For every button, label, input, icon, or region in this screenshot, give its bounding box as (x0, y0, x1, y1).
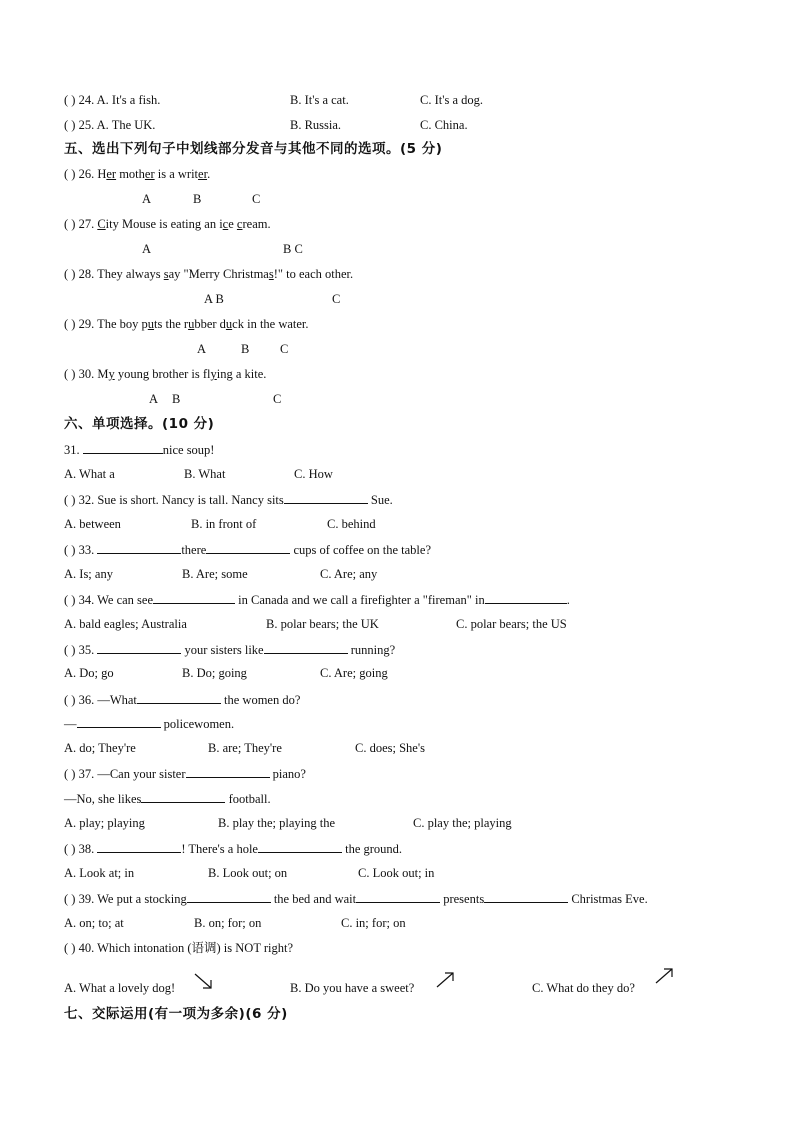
answer-blank[interactable] (485, 591, 567, 604)
question-number: 25. (78, 118, 95, 132)
answer-paren: ( ) (64, 267, 76, 281)
text: Sue. (367, 493, 393, 507)
question-34 (64, 591, 570, 608)
option-a: A. The UK. (96, 118, 156, 132)
question-number: 38. (78, 842, 95, 856)
underlined-c: er (198, 167, 208, 181)
question-number: 35. (78, 643, 95, 657)
label-a: A (149, 392, 159, 406)
text: nice soup! (162, 443, 215, 457)
underlined-a: y (108, 367, 115, 381)
underlined-a: u (147, 317, 155, 331)
text: young brother is fl (114, 367, 211, 381)
option-c: C. behind (327, 517, 376, 531)
option-c: C. What do they do? (532, 981, 635, 995)
answer-paren: ( ) (64, 118, 76, 132)
answer-paren: ( ) (64, 941, 76, 955)
text: — (64, 717, 77, 731)
answer-blank[interactable] (77, 715, 161, 728)
question-number: 31. (64, 443, 80, 457)
text: piano? (269, 767, 306, 781)
text: ts the r (154, 317, 189, 331)
underlined-a: s (163, 267, 169, 281)
text: 32. Sue is short. Nancy is tall. Nancy sits (78, 493, 284, 507)
label-c: C (280, 342, 289, 356)
option-b: B. What (184, 467, 226, 481)
question-35 (64, 641, 395, 658)
option-a: A. What a lovely dog! (64, 981, 176, 995)
text: football. (225, 792, 271, 806)
answer-blank[interactable] (186, 765, 270, 778)
label-a: A (197, 342, 207, 356)
text: . (566, 593, 570, 607)
option-a: A. do; They're (64, 741, 136, 755)
question-31 (64, 441, 214, 458)
option-a: A. on; to; at (64, 916, 124, 930)
label-c: C (332, 292, 341, 306)
question-25 (64, 117, 155, 133)
option-b: B. play the; playing the (218, 816, 335, 830)
text: Christmas Eve. (568, 892, 648, 906)
answer-paren: ( ) (64, 892, 76, 906)
question-37 (64, 765, 306, 782)
question-38 (64, 840, 402, 857)
text: moth (116, 167, 145, 181)
option-b: B. Are; some (182, 567, 248, 581)
underlined-c: u (225, 317, 233, 331)
label-c: C (252, 192, 261, 206)
text: 39. We put a stocking (78, 892, 187, 906)
text: 26. H (78, 167, 107, 181)
underlined-b: y (210, 367, 217, 381)
option-b: B. polar bears; the UK (266, 617, 379, 631)
option-a: A. Is; any (64, 567, 113, 581)
question-39 (64, 890, 648, 907)
question-24 (64, 92, 160, 108)
text: 34. We can see (78, 593, 154, 607)
option-a: A. between (64, 517, 121, 531)
answer-blank[interactable] (83, 441, 163, 454)
text: there (181, 543, 207, 557)
answer-blank[interactable] (284, 491, 368, 504)
option-a: A. It's a fish. (96, 93, 161, 107)
option-a: A. Look at; in (64, 866, 135, 880)
label-c: C (273, 392, 282, 406)
text: ity Mouse is eating an i (105, 217, 223, 231)
section-6-title: 六、单项选择。(10 分) (64, 416, 215, 432)
option-b: B. Do you have a sweet? (290, 981, 415, 995)
q24-option-c: C. It's a dog. (420, 93, 484, 107)
label-b: B (172, 392, 181, 406)
section-7-title: 七、交际运用(有一项为多余)(6 分) (64, 1006, 288, 1022)
underlined-c: c (236, 217, 243, 231)
answer-blank[interactable] (97, 641, 181, 654)
text: 40. Which intonation (语调) is NOT right? (78, 941, 294, 955)
answer-paren: ( ) (64, 367, 76, 381)
text: 37. —Can your sister (78, 767, 186, 781)
answer-paren: ( ) (64, 493, 76, 507)
text: is a writ (154, 167, 199, 181)
text: presents (440, 892, 485, 906)
option-a: A. Do; go (64, 666, 114, 680)
answer-blank[interactable] (356, 890, 440, 903)
option-c: C. polar bears; the US (456, 617, 567, 631)
option-b: B. Look out; on (208, 866, 288, 880)
answer-paren: ( ) (64, 217, 76, 231)
label-b: B (193, 192, 202, 206)
label-a: A (142, 242, 152, 256)
option-a: A. bald eagles; Australia (64, 617, 187, 631)
answer-blank[interactable] (264, 641, 348, 654)
text: 29. The boy p (78, 317, 148, 331)
answer-blank[interactable] (484, 890, 568, 903)
label-bc: B C (283, 242, 303, 256)
answer-paren: ( ) (64, 543, 76, 557)
option-c: C. Look out; in (358, 866, 435, 880)
text: 36. —What (78, 693, 137, 707)
text: ! There's a hole (181, 842, 258, 856)
rising-intonation-arrow-icon (654, 966, 676, 986)
underlined-a: C (97, 217, 106, 231)
text: the women do? (220, 693, 301, 707)
text: ck in the water. (232, 317, 309, 331)
q25-option-b: B. Russia. (290, 118, 342, 132)
question-30 (64, 366, 266, 382)
underlined-a: er (106, 167, 117, 181)
text: cups of coffee on the table? (290, 543, 431, 557)
question-33 (64, 541, 431, 558)
answer-blank[interactable] (187, 890, 271, 903)
option-a: A. play; playing (64, 816, 145, 830)
text: policewomen. (160, 717, 235, 731)
answer-paren: ( ) (64, 643, 76, 657)
option-c: C. play the; playing (413, 816, 512, 830)
option-c: C. How (294, 467, 333, 481)
underlined-b: u (188, 317, 195, 331)
answer-blank[interactable] (137, 691, 221, 704)
answer-blank[interactable] (141, 790, 225, 803)
option-b: B. in front of (191, 517, 257, 531)
q24-option-b: B. It's a cat. (290, 93, 349, 107)
text: the bed and wait (270, 892, 357, 906)
question-37-reply (64, 790, 271, 807)
answer-paren: ( ) (64, 842, 76, 856)
answer-paren: ( ) (64, 593, 76, 607)
option-c: C. does; She's (355, 741, 425, 755)
label-b: B (241, 342, 250, 356)
option-b: B. Do; going (182, 666, 247, 680)
rising-intonation-arrow-icon (435, 970, 457, 990)
answer-blank[interactable] (206, 541, 290, 554)
text: e (228, 217, 237, 231)
option-c: C. Are; going (320, 666, 388, 680)
underlined-b: c (222, 217, 229, 231)
answer-paren: ( ) (64, 167, 76, 181)
option-b: B. are; They're (208, 741, 282, 755)
text: . (207, 167, 211, 181)
question-32 (64, 491, 393, 508)
question-number: 33. (78, 543, 95, 557)
question-36 (64, 691, 300, 708)
question-36-reply (64, 715, 234, 732)
answer-blank[interactable] (258, 840, 342, 853)
text: in Canada and we call a firefighter a "fireman" in (235, 593, 485, 607)
text: 28. They always (78, 267, 164, 281)
text: 30. M (78, 367, 109, 381)
answer-paren: ( ) (64, 93, 76, 107)
label-ab: A B (204, 292, 224, 306)
option-b: B. on; for; on (194, 916, 262, 930)
question-number: 24. (78, 93, 95, 107)
question-40 (64, 940, 293, 956)
q25-option-c: C. China. (420, 118, 468, 132)
answer-blank[interactable] (97, 541, 181, 554)
option-a: A. What a (64, 467, 115, 481)
text: ing a kite. (216, 367, 267, 381)
text: running? (347, 643, 396, 657)
answer-paren: ( ) (64, 767, 76, 781)
question-26 (64, 166, 210, 182)
falling-intonation-arrow-icon (193, 972, 215, 992)
answer-paren: ( ) (64, 693, 76, 707)
question-28 (64, 266, 353, 282)
underlined-b: er (144, 167, 155, 181)
answer-blank[interactable] (97, 840, 181, 853)
text: your sisters like (181, 643, 264, 657)
text: —No, she likes (64, 792, 142, 806)
text: the ground. (341, 842, 403, 856)
question-27 (64, 216, 271, 232)
label-a: A (142, 192, 152, 206)
section-5-title: 五、选出下列句子中划线部分发音与其他不同的选项。(5 分) (64, 141, 443, 157)
answer-blank[interactable] (153, 591, 235, 604)
answer-paren: ( ) (64, 317, 76, 331)
text: bber d (194, 317, 226, 331)
text: !" to each other. (273, 267, 354, 281)
text: ream. (242, 217, 271, 231)
question-29 (64, 316, 309, 332)
underlined-c: s (268, 267, 274, 281)
option-c: C. in; for; on (341, 916, 406, 930)
text: ay "Merry Christma (168, 267, 269, 281)
option-c: C. Are; any (320, 567, 378, 581)
text: 27. (78, 217, 98, 231)
